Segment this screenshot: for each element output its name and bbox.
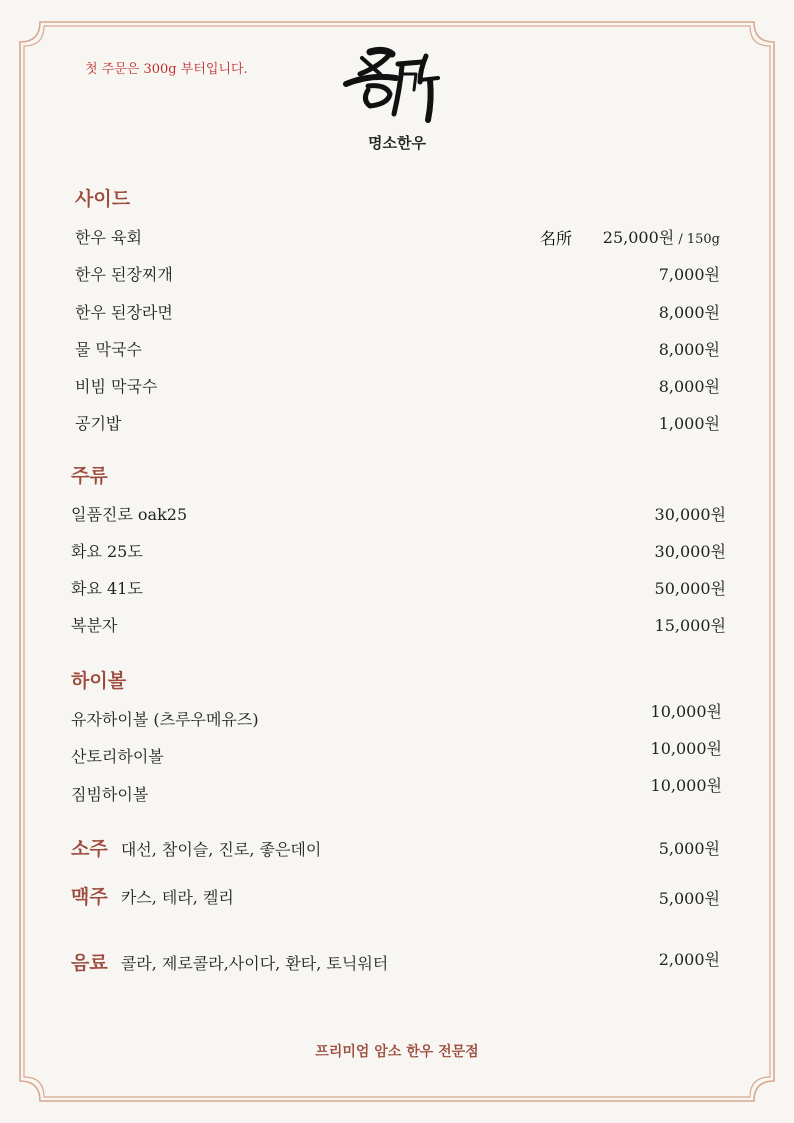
- menu-item-price: 1,000원: [658, 414, 720, 433]
- section-title-liquor: 주류: [71, 465, 108, 487]
- beer-description: 카스, 테라, 켈리: [120, 888, 234, 907]
- menu-item-name: 한우 된장찌개: [75, 265, 173, 284]
- menu-item-price: 10,000원: [650, 776, 722, 795]
- menu-item-name: 복분자: [71, 616, 118, 635]
- section-title-beer: 맥주: [71, 886, 108, 908]
- menu-item-price: 2,000원: [658, 950, 720, 969]
- menu-item-price: 5,000원: [658, 839, 720, 858]
- menu-item-name: 공기밥: [75, 414, 122, 433]
- menu-item-unit: / 150g: [674, 232, 720, 247]
- soju-description: 대선, 참이슬, 진로, 좋은데이: [120, 840, 322, 859]
- menu-item-name: 물 막국수: [75, 340, 142, 359]
- menu-item-price: 8,000원: [658, 340, 720, 359]
- brand-logo-text: 名所: [540, 229, 573, 248]
- menu-item-price: 8,000원: [658, 303, 720, 322]
- menu-item-price: 10,000원: [650, 702, 722, 721]
- menu-item-name: 유자하이볼 (츠루우메유즈): [71, 710, 259, 729]
- menu-item-name: 화요 41도: [71, 579, 143, 598]
- menu-item-price: 10,000원: [650, 739, 722, 758]
- section-title-soju: 소주: [71, 838, 108, 860]
- menu-item-name: 짐빔하이볼: [71, 785, 149, 804]
- drinks-row: [71, 948, 388, 975]
- section-title-drinks: 음료: [71, 952, 108, 974]
- menu-item-price: 30,000원: [654, 542, 726, 561]
- menu-item-name: 한우 된장라면: [75, 303, 173, 322]
- section-title-highball: 하이볼: [71, 670, 127, 692]
- menu-item-name: 산토리하이볼: [71, 747, 164, 766]
- minimum-order-notice: 첫 주문은 300g 부터입니다.: [85, 62, 248, 77]
- menu-item-price: 5,000원: [658, 889, 720, 908]
- menu-item-name: 한우 육회: [75, 228, 142, 247]
- menu-item-price: 30,000원: [654, 505, 726, 524]
- brand-name: 명소한우: [368, 134, 426, 152]
- menu-item-name: 비빔 막국수: [75, 377, 158, 396]
- menu-item-name: 일품진로 oak25: [71, 505, 188, 524]
- menu-item-price: 7,000원: [658, 265, 720, 284]
- soju-row: [71, 834, 321, 861]
- menu-item-price: 8,000원: [658, 377, 720, 396]
- footer-tagline: 프리미엄 암소 한우 전문점: [315, 1044, 479, 1060]
- beer-row: [71, 882, 234, 909]
- drinks-description: 콜라, 제로콜라,사이다, 환타, 토닉워터: [120, 954, 389, 973]
- menu-item-price: 50,000원: [654, 579, 726, 598]
- menu-item-price: 25,000원 / 150g: [602, 228, 720, 247]
- section-title-side: 사이드: [75, 188, 131, 210]
- menu-item-price: 15,000원: [654, 616, 726, 635]
- menu-item-name: 화요 25도: [71, 542, 143, 561]
